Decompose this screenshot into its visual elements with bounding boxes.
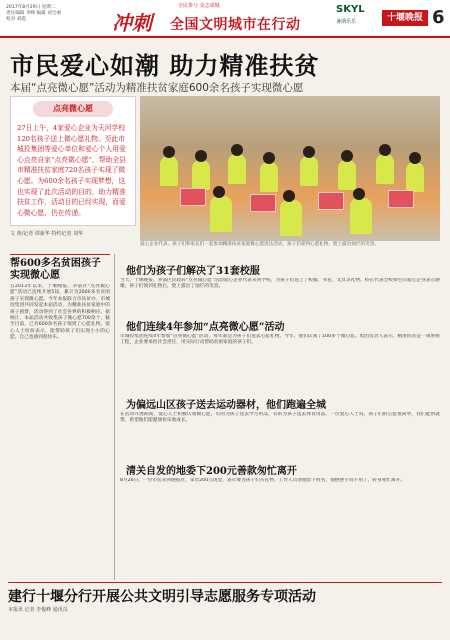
intro-badge: 点亮微心愿	[33, 101, 113, 117]
section-heading: 清关自发的地委下200元善款匆忙离开	[126, 466, 297, 477]
bottom-byline: 本报讯 记者 李俊峰 通讯员	[8, 607, 68, 613]
intro-text: 27日上午，4家爱心企业为天河学校120名孩子送上微心愿礼物。至此市城投集团等爱心单位和爱心个人用爱心点亮自家“点亮微心愿”，帮助全县市精准扶贫家庭720名孩子实现了微心愿。为600余名孩子实现梦想，这也实现了此次活动的目的，助力精准扶贫工作，活动目的已经实现，而爱心微心愿，仍在传递。	[17, 124, 126, 217]
masthead-logo: SKYL	[336, 4, 365, 15]
bottom-headline: 建行十堰分行开展公共文明引导志愿服务专项活动	[8, 589, 316, 605]
section-heading: 为偏远山区孩子送去运动器材，他们跑遍全城	[126, 400, 326, 411]
body-text: 市城投集团连续4年参加“点亮微心愿”活动，每年都会为孩子们送去心愿礼物。今年，他们认领了100多个微心愿。集团负责人表示，精准扶贫是一项系统工程，企业要承担社会责任，用实际行动帮助贫困家庭的孩子们。	[120, 334, 440, 346]
photo-certificate	[180, 188, 206, 206]
masthead-logo-sub: 暑期乐乐	[336, 19, 357, 25]
photo-child-figure	[376, 154, 394, 184]
photo-certificate	[318, 192, 344, 210]
photo-child-figure	[338, 160, 356, 190]
section-heading: 他们连续4年参加“点亮微心愿”活动	[126, 322, 285, 333]
intro-box	[10, 96, 136, 226]
photo-child-figure	[350, 198, 372, 234]
body-text: 自2013年以来，十堰晚报、茅箭区“点亮微心愿”活动已连续开展5届，累计为2000多名贫困孩子实现微心愿。今年本报联合市扶贫办、市城投集团共同发起本届活动，为精准扶贫家庭中的孩子圆梦，活动得到了社会各界的积极响应。据统计，本届活动共收集孩子微心愿700余个，截至目前，已有600余名孩子领到了心愿礼物。爱心人士纷纷表示，能帮助孩子们实现小小的心愿，自己也感到很快乐。	[10, 284, 110, 341]
body-text: 8月26日，一位市民来到晚报社，拿出200元现金，表示要为孩子们买礼物。工作人员请他留下姓名，他摆摆手说不用了，转身匆忙离开。	[120, 478, 406, 483]
photo-certificate	[388, 190, 414, 208]
main-photo	[140, 96, 440, 241]
divider	[10, 254, 110, 255]
date-line: 2017年8月29日 星期二	[6, 5, 56, 10]
page-number: 6	[432, 7, 445, 28]
masthead-chong: 冲刺	[112, 11, 152, 35]
divider	[8, 582, 442, 583]
body-text: 当天，十堰晚报、茅箭区民政局“点亮微心愿”活动爱心企业代表来到学校，为孩子们送上了校服、书包、文具等礼物。校长代表全校师生向爱心企业表示感谢。孩子们领到礼物后，脸上露出了灿烂的笑容。	[120, 278, 440, 290]
photo-child-figure	[210, 196, 232, 232]
main-headline: 市民爱心如潮 助力精准扶贫	[10, 51, 320, 80]
photo-child-figure	[228, 154, 246, 184]
photo-child-figure	[160, 156, 178, 186]
masthead	[0, 0, 450, 38]
body-text: 在活动开展期间，爱心人士积极认领微心愿，有的为孩子送去学习用品，有的为孩子送去体育用品。一位爱心人士说，孩子们的心愿很简单，我们能帮就帮，希望他们能健康快乐地成长。	[120, 412, 440, 424]
section-heading: 他们为孩子们解决了31套校服	[126, 266, 260, 277]
photo-child-figure	[280, 200, 302, 236]
masthead-date	[6, 5, 76, 23]
sub-headline: 本届“点亮微心愿”活动为精准扶贫家庭600余名孩子实现微心愿	[10, 82, 304, 94]
section-badge: 十堰晚报	[382, 10, 428, 26]
editor-line: 责任编辑 李峰 编辑 刘宝丽	[6, 11, 61, 16]
section-heading: 帮600多名贫困孩子实现微心愿	[10, 258, 101, 281]
photo-child-figure	[406, 162, 424, 192]
column-divider	[114, 254, 115, 580]
photo-child-figure	[260, 162, 278, 192]
photo-certificate	[250, 194, 276, 212]
masthead-title: 全国文明城市在行动	[170, 17, 301, 33]
photo-child-figure	[192, 160, 210, 190]
proofreader-line: 校对 刘霞	[6, 17, 26, 22]
author-line: 文 黄/记者 谭新华 特约记者 刘华	[10, 231, 84, 237]
photo-caption: 爱心企业代表、孩子们和家长们一起参加精准扶贫家庭微心愿送达活动，孩子们拿到心愿礼物，脸上露出灿烂的笑容。	[140, 242, 379, 247]
masthead-slogan: 全民参与 众志成城	[178, 3, 220, 9]
photo-child-figure	[300, 156, 318, 186]
